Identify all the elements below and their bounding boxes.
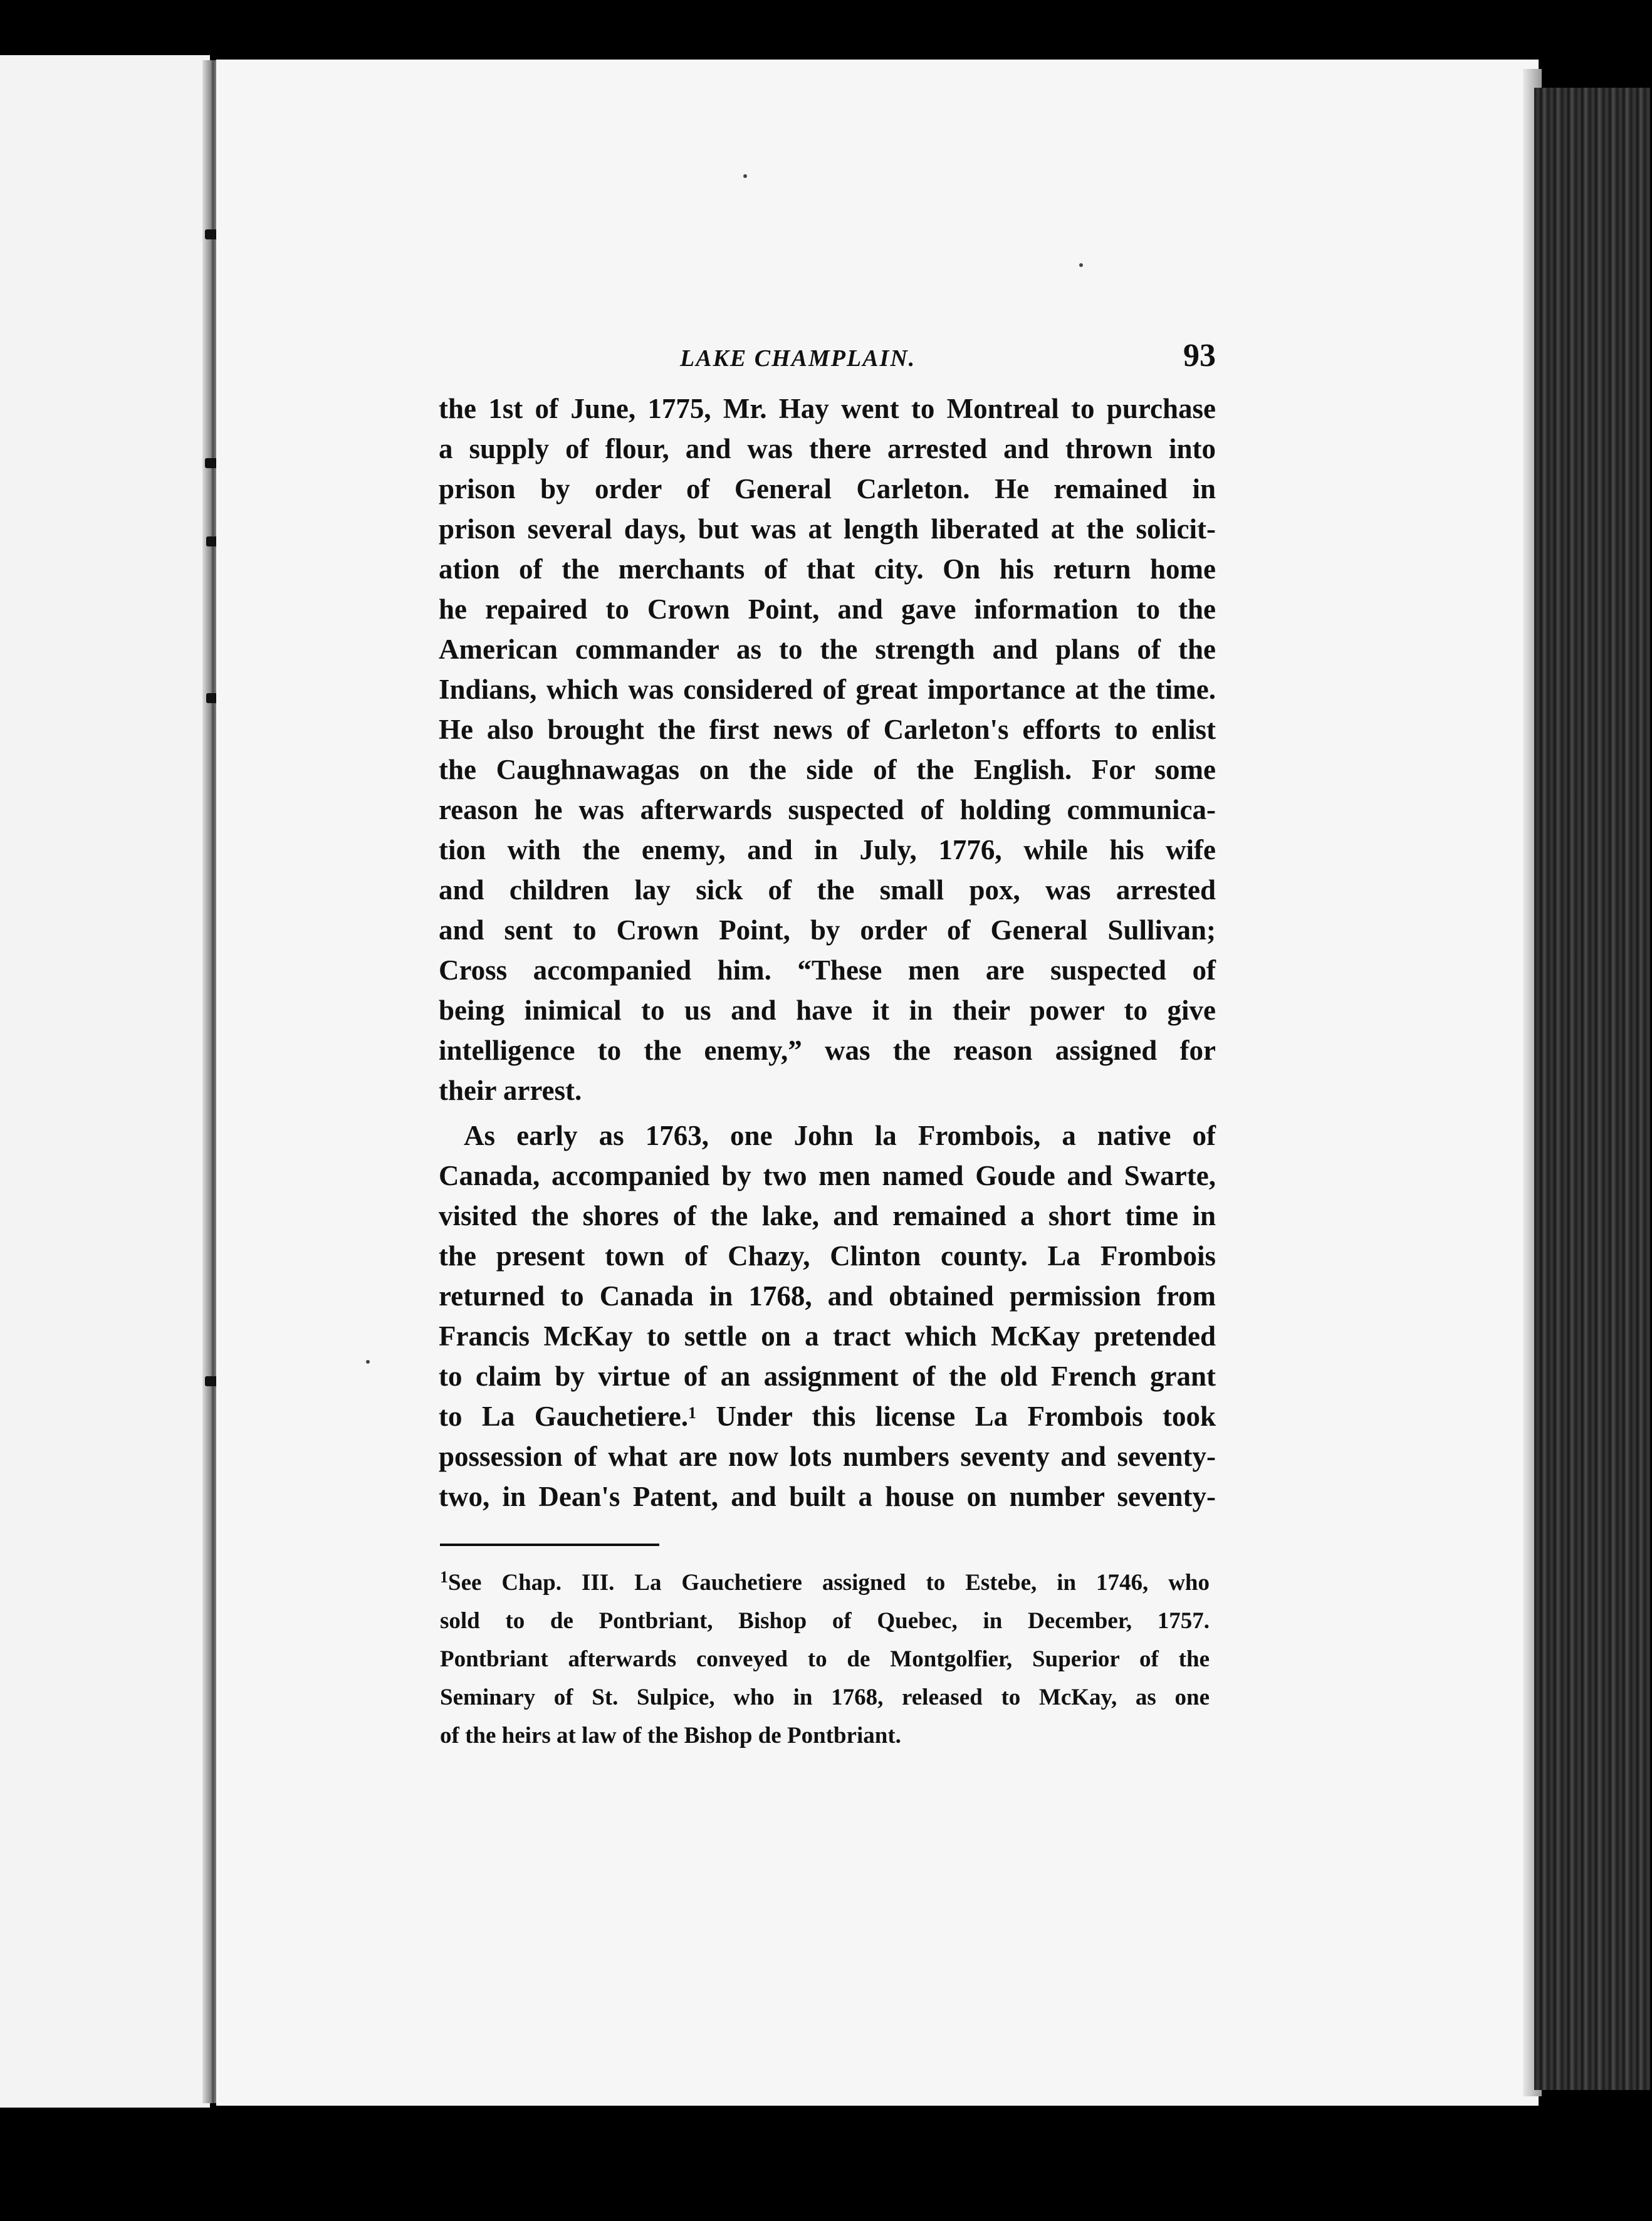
paragraph: [439, 1116, 1216, 1517]
text-line: visited the shores of the lake, and remained a short time in: [439, 1200, 1216, 1231]
text-fragment: See Chap. III. La Gauchetiere assigned to Estebe, in 1746, who: [448, 1570, 1210, 1596]
text-line: Indians, which was considered of great importance at the time.: [439, 674, 1216, 705]
paper-speck: [1079, 263, 1083, 267]
text-line: Cross accompanied him. “These men are suspected of: [439, 954, 1216, 986]
text-line: the present town of Chazy, Clinton county. La Frombois: [439, 1240, 1216, 1272]
footnote-line: Pontbriant afterwards conveyed to de Montgolfier, Superior of the: [440, 1646, 1210, 1672]
footnote-marker: 1: [688, 1404, 697, 1422]
text-line: possession of what are now lots numbers seventy and seventy-: [439, 1441, 1216, 1472]
text-line: being inimical to us and have it in their power to give: [439, 995, 1216, 1026]
facing-page-left: [0, 55, 210, 2108]
body-text: [439, 389, 1216, 1517]
book-page-edges: [1534, 88, 1650, 2090]
text-line: He also brought the first news of Carleton's efforts to enlist: [439, 714, 1216, 745]
running-head: [439, 337, 1216, 387]
text-fragment: Under this license La Frombois took: [716, 1401, 1216, 1432]
text-line-with-footnote: [439, 1396, 1216, 1436]
paragraph-gap: [439, 1110, 1216, 1116]
paper-speck: [366, 1360, 370, 1364]
text-line: and sent to Crown Point, by order of General Sullivan;: [439, 914, 1216, 946]
text-line: to claim by virtue of an assignment of the old French grant: [439, 1361, 1216, 1392]
paragraph: [439, 389, 1216, 1110]
text-line: their arrest.: [439, 1075, 582, 1106]
text-line: tion with the enemy, and in July, 1776, while his wife: [439, 834, 1216, 865]
text-line: reason he was afterwards suspected of holding communica-: [439, 794, 1216, 825]
text-line: prison several days, but was at length liberated at the solicit-: [439, 513, 1216, 545]
footnote-rule: [440, 1544, 659, 1546]
text-line: As early as 1763, one John la Frombois, a native of: [464, 1120, 1216, 1151]
page-number: 93: [1183, 338, 1216, 374]
text-line: Francis McKay to settle on a tract which McKay pretended: [439, 1320, 1216, 1352]
text-line: two, in Dean's Patent, and built a house on number seventy-: [439, 1481, 1216, 1512]
paper-speck: [743, 174, 747, 178]
text-line: he repaired to Crown Point, and gave information to the: [439, 593, 1216, 625]
footnote-line: sold to de Pontbriant, Bishop of Quebec, in December, 1757.: [440, 1608, 1210, 1634]
footnote-marker: 1: [440, 1568, 448, 1586]
footnote-line: of the heirs at law of the Bishop de Pontbriant.: [440, 1723, 901, 1748]
text-line: returned to Canada in 1768, and obtained permission from: [439, 1280, 1216, 1312]
text-line: and children lay sick of the small pox, was arrested: [439, 874, 1216, 906]
running-title: LAKE CHAMPLAIN.: [680, 345, 916, 372]
text-line: the Caughnawagas on the side of the English. For some: [439, 754, 1216, 785]
footnote: [440, 1564, 1210, 1755]
text-line: American commander as to the strength and plans of the: [439, 634, 1216, 665]
text-line: intelligence to the enemy,” was the reason assigned for: [439, 1035, 1216, 1066]
footnote-line: [440, 1564, 1210, 1602]
text-fragment: to La Gauchetiere.: [439, 1401, 689, 1432]
footnote-line: Seminary of St. Sulpice, who in 1768, released to McKay, as one: [440, 1685, 1210, 1710]
text-line: a supply of flour, and was there arrested and thrown into: [439, 433, 1216, 464]
text-line: Canada, accompanied by two men named Goude and Swarte,: [439, 1160, 1216, 1191]
text-line: prison by order of General Carleton. He remained in: [439, 473, 1216, 504]
text-line: ation of the merchants of that city. On his return home: [439, 553, 1216, 585]
text-line: the 1st of June, 1775, Mr. Hay went to Montreal to purchase: [439, 393, 1216, 424]
